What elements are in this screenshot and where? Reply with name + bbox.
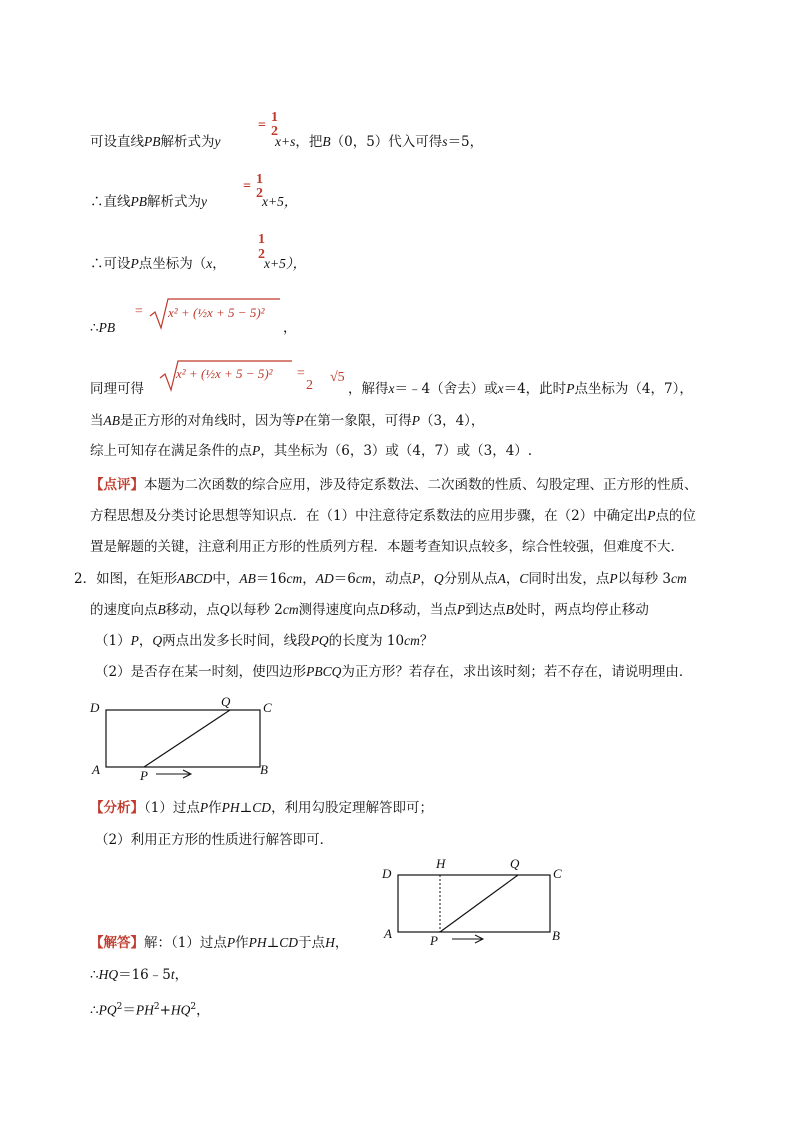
text: x+5， (262, 194, 298, 209)
label-d: D (382, 866, 392, 881)
text: 置是解题的关键，注意利用正方形的性质列方程．本题考查知识点较多，综合性较强，但难度不大． (90, 539, 684, 555)
text: 的长度为 10 (328, 633, 405, 649)
text: （1）过点 (144, 800, 200, 816)
rectangle-abcd (106, 710, 260, 767)
text: 为正方形？若存在，求出该时刻；若不存在，请说明理由． (341, 664, 693, 680)
line-pb-expr (90, 192, 207, 212)
text: 作 (235, 935, 249, 951)
text: 以每秒 2 (229, 602, 283, 618)
frac-num-2: 1 (256, 172, 263, 187)
eq-sign-4: = (134, 304, 144, 319)
var: P (130, 633, 139, 648)
var: P (609, 571, 618, 586)
var: PH (221, 800, 240, 815)
analysis-line-2 (95, 830, 333, 850)
text: ∴ (90, 1002, 99, 1019)
text: ＝﹣4（舍去）或 (394, 381, 498, 397)
rectangle-abcd (398, 875, 550, 932)
text: 处时，两点均停止移动 (513, 602, 649, 618)
coef-two: 2 (306, 378, 313, 393)
figure-rectangle-1 (86, 694, 286, 786)
text: ， (334, 935, 349, 951)
text: ， (174, 967, 189, 983)
text: 如图，在矩形 (96, 571, 178, 587)
frac-eq-1: = (258, 118, 266, 133)
unit: cm (286, 571, 303, 586)
line-diagonal-case (90, 411, 484, 431)
comment-tag: 【点评】 (90, 477, 144, 493)
text: ＝6 (333, 571, 356, 587)
text: 解析式为 (160, 134, 215, 150)
label-b: B (552, 928, 560, 943)
text: 两点出发多长时间，线段 (162, 633, 311, 649)
var: Q (433, 571, 444, 586)
text: 测得速度向点 (298, 602, 380, 618)
var-pb: PB (130, 194, 147, 209)
var: H (325, 935, 335, 950)
var-p: P (295, 413, 304, 428)
label-q: Q (510, 856, 520, 871)
var: B (157, 602, 166, 617)
var-x: x (497, 381, 504, 396)
figure-rectangle-2 (378, 852, 578, 948)
text: ， (212, 256, 226, 272)
text: 点坐标为（ (138, 256, 207, 272)
var: P (456, 602, 466, 617)
text: 移动，点 (165, 602, 220, 618)
text: 同理可得 (90, 381, 144, 397)
var-p: P (411, 413, 420, 428)
comment-line-2 (90, 506, 696, 526)
text: ，把 (295, 134, 323, 150)
unit: cm (671, 571, 687, 586)
sqrt-content-1: x² + (½x + 5 − 5)² (168, 305, 265, 320)
label-b: B (260, 762, 268, 777)
text: ∴ (90, 320, 99, 336)
label-a: A (384, 926, 392, 941)
var: t (170, 967, 175, 982)
text: x+5）， (264, 256, 307, 271)
text: 点的位 (655, 508, 696, 524)
text: （0，5）代入可得 (330, 134, 443, 150)
unit: cm (282, 602, 299, 617)
var: Q (219, 602, 230, 617)
var: P (226, 935, 236, 950)
var: PH (135, 1002, 154, 1018)
text: 移动，当点 (389, 602, 457, 618)
label-p: P (140, 768, 148, 783)
text: ， (196, 1002, 210, 1019)
text: ，动点 (371, 571, 413, 587)
text: 作 (208, 800, 222, 816)
solution-tag: 【解答】 (90, 935, 144, 951)
solution-line-3 (90, 997, 210, 1021)
unit: cm (355, 571, 372, 586)
text: 本题为二次函数的综合应用，涉及待定系数法、二次函数的性质、勾股定理、正方形的性质、 (144, 477, 698, 493)
root-five: √5 (330, 370, 345, 385)
text: 解析式为 (147, 194, 201, 210)
frac-eq-2: = (243, 179, 251, 194)
line-pb-length-end (283, 318, 297, 338)
var: Q (152, 633, 163, 648)
var: PH (248, 935, 267, 950)
text: ， (505, 571, 520, 587)
text: 解：（1）过点 (144, 935, 227, 951)
var-pb: PB (98, 320, 116, 335)
var-p: P (566, 381, 575, 396)
segment-pq (144, 710, 230, 767)
text: 中， (212, 571, 240, 587)
text: ＝5， (447, 134, 484, 150)
frac-den-2: 2 (256, 186, 263, 201)
var: ABCD (177, 571, 213, 586)
text: ∴可设 (90, 256, 131, 272)
var: CD (279, 935, 299, 950)
var-y: y (201, 194, 207, 209)
analysis-line-1 (90, 798, 433, 818)
frac-num-3: 1 (258, 232, 265, 247)
sqrt-content-2: x² + (½x + 5 − 5)² (176, 366, 273, 381)
text: （1） (95, 633, 131, 649)
text: ， (283, 320, 297, 336)
var-p: P (252, 443, 261, 458)
text: 方程思想及分类讨论思想等知识点．在（1）中注意待定系数法的应用步骤，在（2）中确定出 (90, 508, 648, 524)
solution-line-1 (90, 933, 348, 953)
text: ⊥ (239, 800, 253, 816)
text: 分别从点 (443, 571, 498, 587)
text: ＝ (122, 1002, 136, 1019)
line-pb-length (90, 318, 115, 338)
text: ， (302, 571, 316, 587)
line-similarly-rest (348, 379, 693, 399)
var: AD (315, 571, 334, 586)
text: 于点 (298, 935, 326, 951)
var: D (379, 602, 390, 617)
question-number: 2． (74, 571, 97, 587)
line-pb-setup (90, 132, 221, 152)
var: AB (239, 571, 256, 586)
label-h: H (436, 856, 446, 871)
line-p-coords-rest (264, 254, 306, 274)
frac-den-3: 2 (258, 247, 265, 262)
text: 可设直线 (90, 134, 144, 150)
var: CD (252, 800, 272, 815)
text: 综上可知存在满足条件的点 (90, 443, 252, 459)
label-q: Q (221, 694, 231, 709)
var-p: P (130, 256, 139, 271)
var: A (497, 571, 506, 586)
text: ， (138, 633, 153, 649)
text: x+s (275, 134, 296, 149)
text: ∴直线 (90, 194, 131, 210)
var-pb: PB (144, 134, 161, 149)
text: （2）利用正方形的性质进行解答即可． (95, 832, 334, 848)
text: 同时出发，点 (528, 571, 610, 587)
sub-question-1 (95, 631, 433, 651)
var-x: x (388, 381, 395, 396)
text: 到达点 (465, 602, 506, 618)
question-2-line-1 (74, 569, 687, 589)
frac-num-1: 1 (271, 110, 278, 125)
var: PQ (310, 633, 329, 648)
analysis-tag: 【分析】 (90, 800, 144, 816)
text: ＝4，此时 (503, 381, 567, 397)
line-pb-setup-rest (275, 132, 483, 152)
text: ＝16 (255, 571, 287, 587)
text: ，其坐标为（6，3）或（4，7）或（3，4）. (260, 443, 533, 459)
text: ， (420, 571, 434, 587)
superscript: 2 (190, 1002, 197, 1012)
text: 点坐标为（4，7）， (574, 381, 693, 397)
text: ？ (419, 633, 434, 649)
var: PBCQ (306, 664, 342, 679)
segment-pq (440, 875, 518, 932)
sub-question-2 (95, 662, 692, 682)
label-a: A (92, 762, 100, 777)
label-d: D (90, 700, 100, 715)
var: C (519, 571, 529, 586)
text: ⊥ (266, 935, 280, 951)
text: + (159, 1002, 171, 1019)
text: ＝16﹣5 (118, 967, 171, 983)
text: （3，4）， (420, 413, 485, 429)
solution-line-2 (90, 965, 188, 985)
var-s: s (442, 134, 448, 149)
text: （2）是否存在某一时刻，使四边形 (95, 664, 307, 680)
eq-sign-5: = (296, 366, 306, 381)
var-ab: AB (103, 413, 120, 428)
comment-line-1 (90, 475, 698, 495)
label-p: P (430, 933, 438, 948)
comment-line-3 (90, 537, 684, 557)
var-p: P (647, 508, 656, 523)
superscript: 2 (116, 1002, 123, 1012)
question-2-line-2 (90, 600, 649, 620)
line-similarly (90, 379, 144, 399)
line-pb-expr-rest (262, 192, 297, 212)
text: ，利用勾股定理解答即可； (271, 800, 434, 816)
var: HQ (170, 1002, 191, 1018)
text: ，解得 (348, 381, 389, 397)
text: 在第一象限，可得 (303, 413, 412, 429)
text: 的速度向点 (90, 602, 158, 618)
line-conclusion (90, 441, 532, 461)
text: 当 (90, 413, 104, 429)
frac-den-1: 2 (271, 124, 278, 139)
var: HQ (98, 967, 119, 982)
label-c: C (553, 866, 562, 881)
line-p-coords (90, 254, 226, 274)
var: PQ (98, 1002, 117, 1018)
var-x: x (206, 256, 213, 271)
text: 是正方形的对角线时，因为等 (120, 413, 296, 429)
text: ∴ (90, 967, 99, 983)
var-y: y (214, 134, 221, 149)
var: P (412, 571, 421, 586)
var: B (505, 602, 514, 617)
var-b: B (322, 134, 331, 149)
label-c: C (263, 700, 272, 715)
superscript: 2 (153, 1002, 160, 1012)
var: P (199, 800, 209, 815)
unit: cm (404, 633, 420, 648)
text: 以每秒 3 (617, 571, 672, 587)
